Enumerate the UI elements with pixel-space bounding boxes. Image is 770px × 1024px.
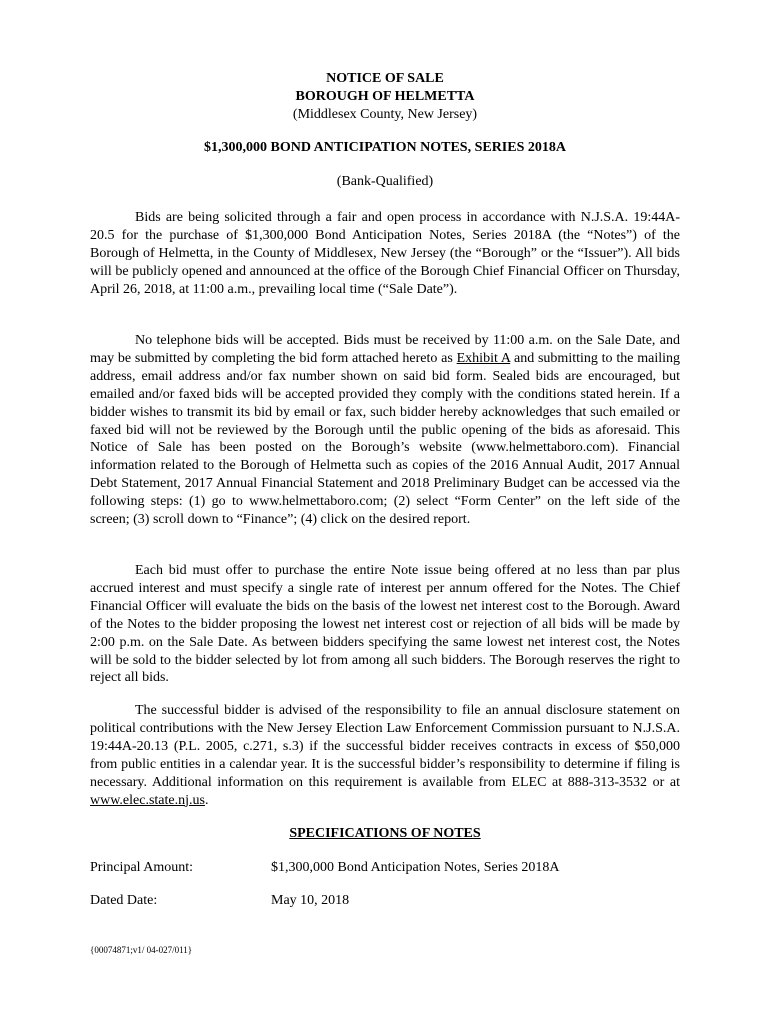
dated-date-label: Dated Date:: [90, 893, 158, 908]
paragraph-elec-disclosure: [90, 702, 680, 809]
issue-title: $1,300,000 BOND ANTICIPATION NOTES, SERIES 2018A: [204, 140, 566, 155]
bank-qualified-note: (Bank-Qualified): [336, 174, 434, 189]
dated-date-value: May 10, 2018: [271, 893, 350, 908]
specifications-heading: SPECIFICATIONS OF NOTES: [289, 826, 481, 841]
elec-website-link[interactable]: www.elec.state.nj.us: [90, 792, 205, 808]
paragraph-bid-submission-part2: and submitting to the mailing address, email address and/or fax number shown on said bid form. Sealed bids are encouraged, but emailed and/or faxed bids will be accepted provided they comply with the conditions stated herein. If a bidder wishes to transmit its bid by email or fax, such bidder hereby acknowledges that such emailed or faxed bid will not be reviewed by the Borough until the public opening of the bids as aforesaid. This Notice of Sale has been posted on the Borough’s website (www.helmettaboro.com). Financial information related to the Borough of Helmetta such as copies of the 2016 Annual Audit, 2017 Annual Debt Statement, 2017 Annual Financial Statement and 2018 Preliminary Budget can be accessed via the following steps: (1) go to www.helmettaboro.com; (2) select “Form Center” on the left side of the screen; (3) scroll down to “Finance”; (4) click on the desired report.: [90, 350, 680, 528]
paragraph-bid-evaluation: Each bid must offer to purchase the entire Note issue being offered at no less than par plus accrued interest and must specify a single rate of interest per annum offered for the Notes. The Chief Financial Officer will evaluate the bids on the basis of the lowest net interest cost to the Borough. Award of the Notes to the bidder proposing the lowest net interest cost or rejection of all bids will be made by 2:00 p.m. on the Sale Date. As between bidders specifying the same lowest net interest cost, the Notes will be sold to the bidder selected by lot from among all such bidders. The Borough reserves the right to reject all bids.: [90, 563, 680, 686]
issuer-location: (Middlesex County, New Jersey): [292, 107, 478, 122]
exhibit-a-reference: Exhibit A: [456, 350, 511, 366]
issuer-name: BOROUGH OF HELMETTA: [295, 89, 475, 104]
paragraph-bid-solicitation: Bids are being solicited through a fair and open process in accordance with N.J.S.A. 19:44A-20.5 for the purchase of $1,300,000 Bond Anticipation Notes, Series 2018A (the “Notes”) of the Borough of Helmetta, in the County of Middlesex, New Jersey (the “Borough” or the “Issuer”). All bids will be publicly opened and announced at the office of the Borough Chief Financial Officer on Thursday, April 26, 2018, at 11:00 a.m., prevailing local time (“Sale Date”).: [90, 210, 680, 297]
paragraph-bid-submission: [90, 332, 680, 529]
paragraph-elec-disclosure-part1: The successful bidder is advised of the responsibility to file an annual disclosure statement on political contributions with the New Jersey Election Law Enforcement Commission pursuant to N.J.S.A. 19:44A-20.13 (P.L. 2005, c.271, s.3) if the successful bidder receives contracts in excess of $50,000 from public entities in a calendar year. It is the successful bidder’s responsibility to determine if filing is necessary. Additional information on this requirement is available from ELEC at 888-313-3532 or at: [90, 703, 680, 790]
principal-amount-label: Principal Amount:: [90, 860, 194, 875]
principal-amount-value: $1,300,000 Bond Anticipation Notes, Series 2018A: [271, 860, 560, 875]
notice-title: NOTICE OF SALE: [326, 71, 444, 86]
document-footer-id: {00074871;v1/ 04-027/011}: [90, 945, 193, 955]
paragraph-bid-submission-part1: No telephone bids will be accepted. Bids must be received by 11:00 a.m. on the Sale Date, and may be submitted by completing the bid form attached hereto as: [90, 333, 680, 366]
paragraph-elec-disclosure-part2: .: [204, 792, 209, 808]
